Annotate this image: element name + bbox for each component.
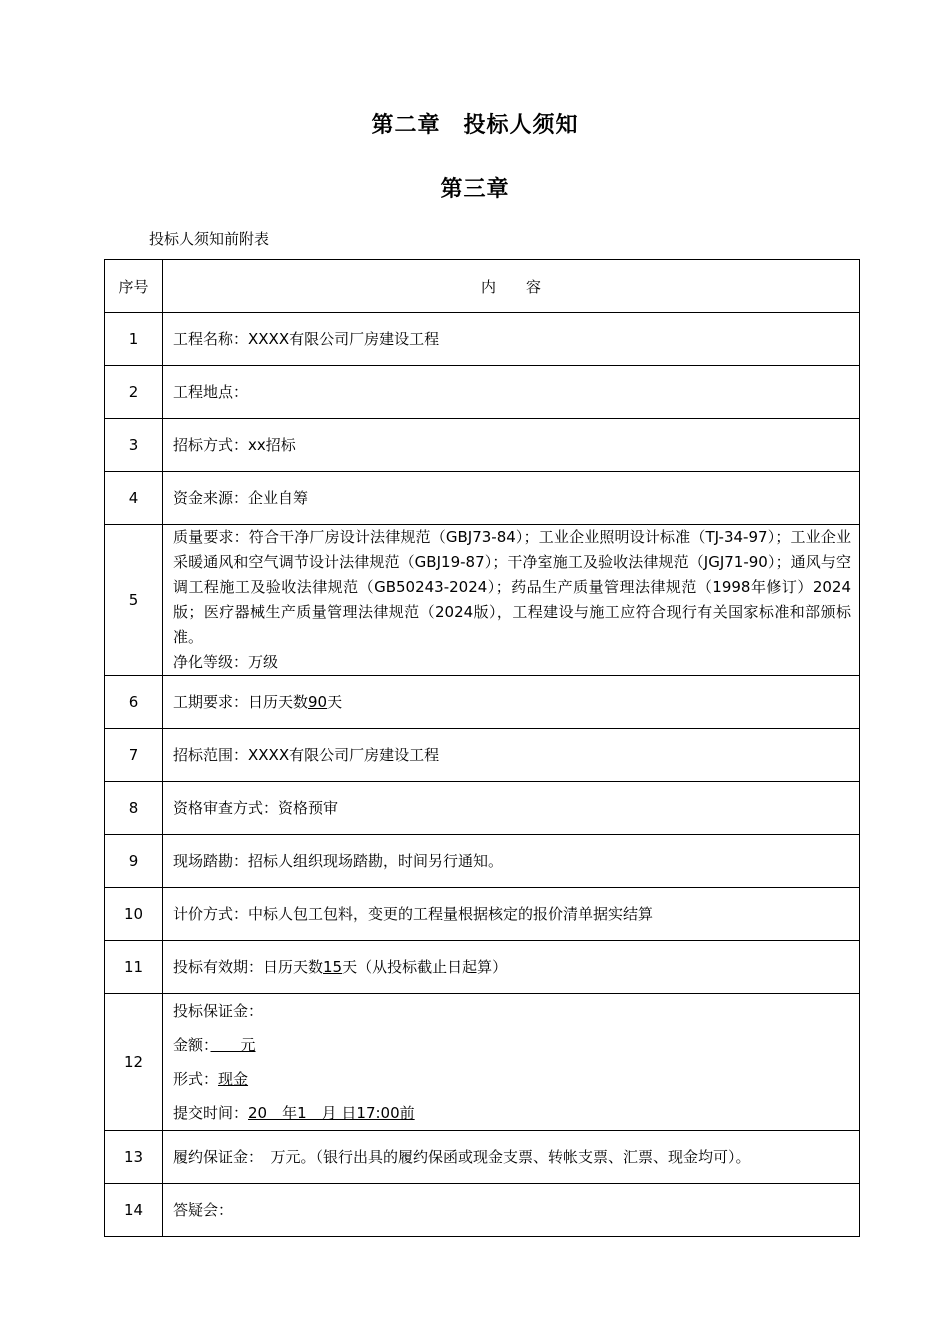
validity-label: 投标有效期：日历天数 — [173, 957, 324, 976]
bid-bond-amount-value: 元 — [210, 1036, 256, 1054]
table-row — [105, 941, 860, 994]
row-content: 资金来源：企业自筹 — [163, 472, 860, 525]
table-row — [105, 676, 860, 729]
bid-bond-deadline-value: 20 年1 月 日17:00前 — [248, 1104, 415, 1122]
row-content — [163, 676, 860, 729]
chapter-2-title: 第二章 投标人须知 — [371, 113, 579, 138]
duration-unit: 天 — [327, 692, 343, 711]
row-num: 12 — [105, 994, 163, 1131]
chapter-3-title: 第三章 — [440, 177, 510, 202]
table-row — [105, 366, 860, 419]
purification-grade: 净化等级：万级 — [173, 653, 279, 671]
row-num: 11 — [105, 941, 163, 994]
row-num: 10 — [105, 888, 163, 941]
table-caption: 投标人须知前附表 — [149, 230, 270, 248]
row-content — [163, 994, 860, 1131]
bid-bond-form-label: 形式： — [173, 1070, 219, 1088]
bid-bond-heading: 投标保证金： — [173, 1002, 264, 1020]
bid-bond-amount-label: 金额： — [173, 1036, 211, 1054]
row-content: 履约保证金： 万元。（银行出具的履约保函或现金支票、转帐支票、汇票、现金均可）。 — [163, 1131, 860, 1184]
row-num: 1 — [105, 313, 163, 366]
table-row — [105, 782, 860, 835]
row-num: 6 — [105, 676, 163, 729]
table-row — [105, 525, 860, 676]
table-header-row — [105, 260, 860, 313]
row-content — [163, 941, 860, 994]
bid-bond-deadline-line — [173, 1096, 851, 1130]
row-content: 答疑会： — [163, 1184, 860, 1237]
row-content — [163, 525, 860, 676]
row-num: 2 — [105, 366, 163, 419]
row-content: 工程地点： — [163, 366, 860, 419]
row-num: 13 — [105, 1131, 163, 1184]
row-num: 5 — [105, 525, 163, 676]
bid-bond-deadline-label: 提交时间： — [173, 1104, 249, 1122]
row-content: 资格审查方式：资格预审 — [163, 782, 860, 835]
row-num: 7 — [105, 729, 163, 782]
table-row — [105, 472, 860, 525]
table-row — [105, 994, 860, 1131]
row-num: 4 — [105, 472, 163, 525]
table-row — [105, 1131, 860, 1184]
bid-bond-form-line — [173, 1062, 851, 1096]
table-row — [105, 313, 860, 366]
row-content: 工程名称：XXXX有限公司厂房建设工程 — [163, 313, 860, 366]
bid-bond-amount-line — [173, 1028, 851, 1062]
header-num: 序号 — [105, 260, 163, 313]
row-num: 9 — [105, 835, 163, 888]
bid-bond-form-value: 现金 — [218, 1070, 249, 1088]
table-row — [105, 419, 860, 472]
row-content: 招标范围：XXXX有限公司厂房建设工程 — [163, 729, 860, 782]
table-row — [105, 835, 860, 888]
validity-days: 15 — [323, 957, 343, 976]
validity-unit: 天（从投标截止日起算） — [342, 957, 508, 976]
duration-label: 工期要求：日历天数 — [173, 692, 309, 711]
duration-days: 90 — [308, 692, 328, 711]
row-content: 现场踏勘：招标人组织现场踏勘，时间另行通知。 — [163, 835, 860, 888]
row-num: 8 — [105, 782, 163, 835]
instructions-table — [104, 259, 860, 1237]
header-content: 内 容 — [163, 260, 860, 313]
table-row — [105, 888, 860, 941]
row-num: 3 — [105, 419, 163, 472]
row-content: 计价方式：中标人包工包料，变更的工程量根据核定的报价清单据实结算 — [163, 888, 860, 941]
table-row — [105, 729, 860, 782]
quality-requirements: 质量要求：符合干净厂房设计法律规范（GBJ73-84）；工业企业照明设计标准（TJ-34-97）；工业企业采暖通风和空气调节设计法律规范（GBJ19-87）；干净室施工及验收法律规范（JGJ71-90）；通风与空调工程施工及验收法律规范（GB50243-2024）；药品生产质量管理法律规范（1998年修订）2024版；医疗器械生产质量管理法律规范（2024版），工程建设与施工应符合现行有关国家标准和部颁标准。 — [173, 528, 851, 646]
row-content: 招标方式：xx招标 — [163, 419, 860, 472]
row-num: 14 — [105, 1184, 163, 1237]
table-row — [105, 1184, 860, 1237]
